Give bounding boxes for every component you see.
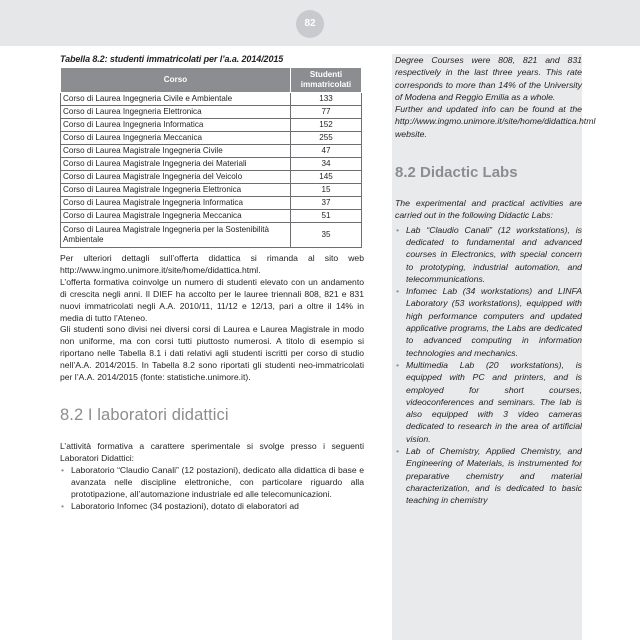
list-item — [395, 359, 582, 445]
student-count-cell: 133 — [291, 93, 362, 106]
bullet-icon: • — [396, 224, 400, 235]
list-item — [395, 445, 582, 506]
page-header-band — [0, 0, 640, 46]
course-name-cell: Corso di Laurea Magistrale Ingegneria Civile — [61, 145, 291, 158]
section-intro: The experimental and practical activities are carried out in the following Didactic Labs: — [395, 198, 582, 221]
paragraph: Gli studenti sono divisi nei diversi corsi di Laurea e Laurea Magistrale in modo non uniforme, ma con corsi tutti piuttosto numerosi. A titolo di esempio si riportano nelle Tabella 8.1 i dati relativi agli studenti iscritti per corso di studio nell’A.A. 2014/2015. In Tabella 8.2 sono riportati gli studenti neo-immatricolati per l’A.A. 2014/2015 (fonte: statistiche.unimore.it). — [60, 324, 364, 383]
bullet-icon: • — [396, 359, 400, 370]
student-count-cell: 15 — [291, 184, 362, 197]
student-count-cell: 35 — [291, 223, 362, 248]
course-name-cell: Corso di Laurea Magistrale Ingegneria Informatica — [61, 197, 291, 210]
lab-list — [395, 224, 582, 507]
course-name-cell: Corso di Laurea Magistrale Ingegneria Elettronica — [61, 184, 291, 197]
page-number-badge: 82 — [296, 10, 324, 38]
header-course: Corso — [61, 68, 291, 93]
table-row — [61, 132, 362, 145]
section-intro: L’attività formativa a carattere sperimentale si svolge presso i seguenti Laboratori Didattici: — [60, 440, 364, 463]
student-count-cell: 152 — [291, 119, 362, 132]
english-column — [392, 54, 596, 640]
bullet-icon: • — [396, 446, 400, 457]
student-count-cell: 77 — [291, 106, 362, 119]
course-name-cell: Corso di Laurea Magistrale Ingegneria Meccanica — [61, 210, 291, 223]
course-name-cell: Corso di Laurea Magistrale Ingegneria dei Materiali — [61, 158, 291, 171]
table-row — [61, 106, 362, 119]
italian-column — [60, 54, 364, 512]
paragraph: Per ulteriori dettagli sull’offerta didattica si rimanda al sito web http://www.ingmo.unimore.it/site/home/didattica.html. — [60, 253, 364, 275]
students-table — [60, 67, 362, 248]
table-row — [61, 145, 362, 158]
course-name-cell: Corso di Laurea Ingegneria Elettronica — [61, 106, 291, 119]
table-row — [61, 119, 362, 132]
student-count-cell: 255 — [291, 132, 362, 145]
section-title: 8.2 I laboratori didattici — [60, 405, 229, 424]
course-name-cell: Corso di Laurea Ingegneria Civile e Ambientale — [61, 93, 291, 106]
list-item-text: Lab “Claudio Canali” (12 workstations), is dedicated to fundamental and advanced courses in Electronics, with special concern to prototyping, industrial automation, and telecommunications. — [406, 224, 582, 284]
table-row — [61, 158, 362, 171]
course-name-cell: Corso di Laurea Ingegneria Informatica — [61, 119, 291, 132]
paragraph: Further and updated info can be found at the http://www.ingmo.unimore.it/site/home/didattica.html website. — [395, 104, 596, 139]
table-row — [61, 171, 362, 184]
student-count-cell: 37 — [291, 197, 362, 210]
table-row — [61, 184, 362, 197]
table-row — [61, 197, 362, 210]
course-name-cell: Corso di Laurea Magistrale Ingegneria del Veicolo — [61, 171, 291, 184]
list-item — [60, 465, 364, 501]
list-item-text: Infomec Lab (34 workstations) and LINFA Laboratory (53 workstations), equipped with high performance computers and updated applicative programs, the Labs are dedicated to advanced computing in information technologies and mechanics. — [406, 286, 582, 358]
list-item — [395, 224, 582, 285]
bullet-icon: • — [61, 500, 65, 511]
list-item-text: Multimedia Lab (20 workstations), is equipped with PC and printers, and is employed for short courses, videoconferences and seminars. The lab is also equipped with 3 video cameras dedicated to research in the area of artificial vision. — [406, 359, 582, 444]
student-count-cell: 34 — [291, 158, 362, 171]
lab-list — [60, 465, 364, 513]
course-name-cell: Corso di Laurea Ingegneria Meccanica — [61, 132, 291, 145]
paragraph: L’offerta formativa coinvolge un numero di studenti elevato con un andamento di crescita negli anni. Il DIEF ha accolto per le lauree triennali 808, 821 e 831 nuovi immatricolati negli A.A. 2010/11, 11/12 e 12/13, pari a oltre il 14% in media di tutto l’Ateneo. — [60, 276, 364, 323]
list-item-text: Lab of Chemistry, Applied Chemistry, and Engineering of Materials, is instrumented for preparative chemistry and material characterization, and is dedicated to basic teaching in chemistry — [406, 446, 582, 506]
bullet-icon: • — [396, 286, 400, 297]
section-title: 8.2 Didactic Labs — [395, 164, 518, 182]
student-count-cell: 145 — [291, 171, 362, 184]
paragraph: Degree Courses were 808, 821 and 831 respectively in the last three years. This rate corresponds to more than 14% of the University of Modena and Reggio Emilia as a whole. — [395, 55, 582, 102]
course-name-cell: Corso di Laurea Magistrale Ingegneria per la Sostenibilità Ambientale — [61, 223, 291, 248]
list-item — [60, 501, 364, 513]
student-count-cell: 47 — [291, 145, 362, 158]
table-row — [61, 93, 362, 106]
table-header-row — [61, 68, 362, 93]
student-count-cell: 51 — [291, 210, 362, 223]
table-row — [61, 210, 362, 223]
list-item — [395, 285, 582, 359]
bullet-icon: • — [61, 464, 65, 475]
table-body — [61, 93, 362, 248]
list-item-text: Laboratorio Infomec (34 postazioni), dotato di elaboratori ad — [71, 500, 299, 511]
list-item-text: Laboratorio “Claudio Canali” (12 postazioni), dedicato alla didattica di base e avanzata nelle discipline elettroniche, con particolare riguardo alla prototipazione, all’automazione industriale ed alle telecomunicazioni. — [71, 464, 364, 499]
header-students: Studenti immatricolati — [291, 68, 362, 93]
table-caption: Tabella 8.2: studenti immatricolati per l’a.a. 2014/2015 — [60, 54, 284, 64]
table-row — [61, 223, 362, 248]
